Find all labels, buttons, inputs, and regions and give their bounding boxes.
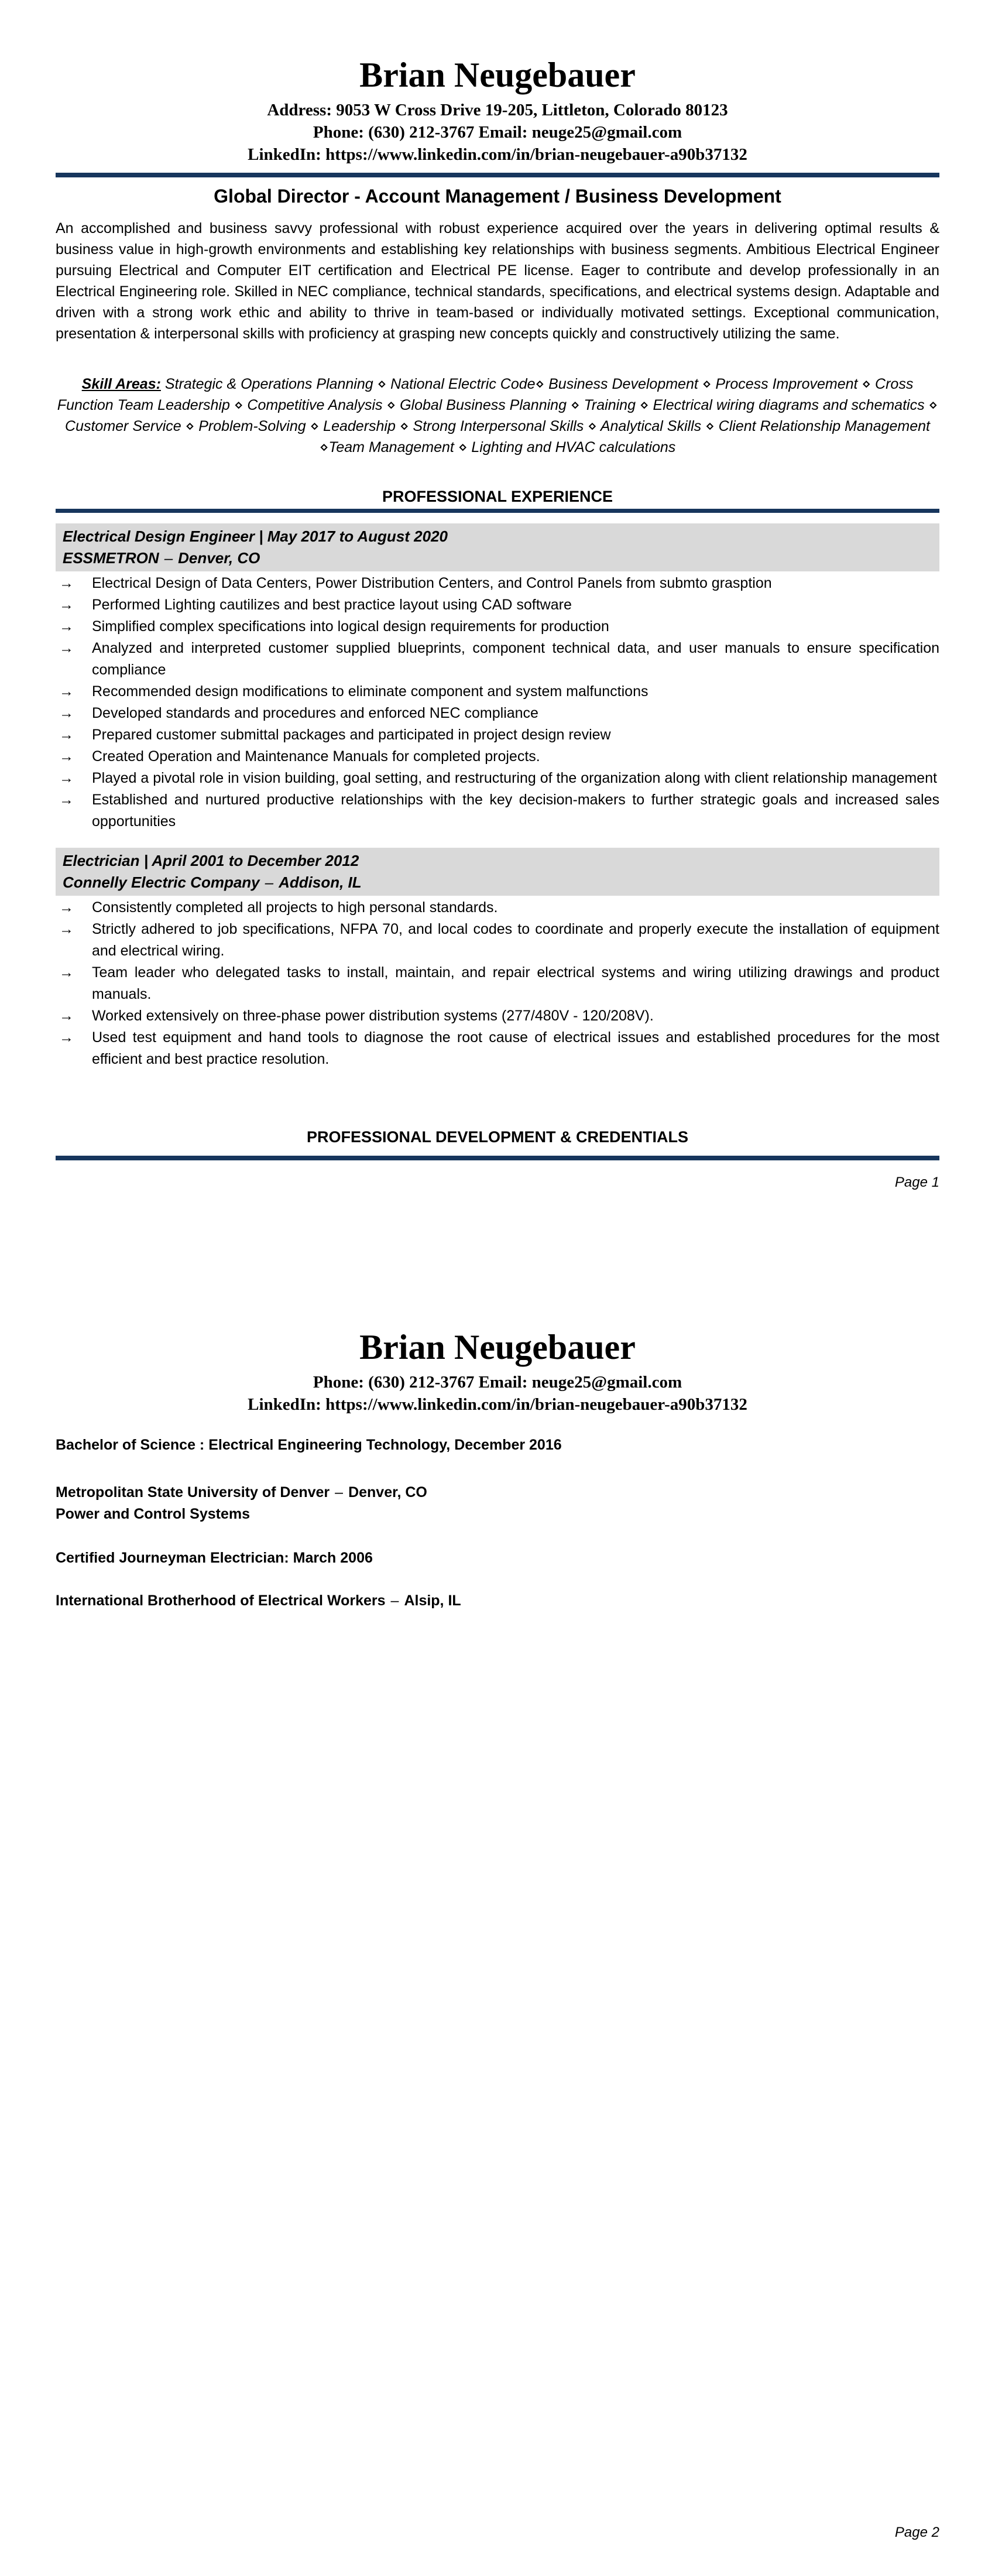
phone-email-line: Phone: (630) 212-3767 Email: neuge25@gmail.com: [313, 1373, 682, 1392]
arrow-bullet-icon: →: [59, 575, 74, 591]
header-divider: [56, 173, 939, 177]
bullet-item: [56, 919, 939, 962]
dash-separator: –: [265, 873, 274, 891]
company-name: ESSMETRON: [63, 549, 159, 567]
bullet-text: Established and nurtured productive relationships with the key decision-makers to further strategic goals and increased sales opportunities: [92, 792, 939, 830]
contact-block: [56, 99, 939, 166]
company-location: Denver, CO: [178, 549, 260, 567]
degree-line: Bachelor of Science : Electrical Engineering Technology, December 2016: [56, 1437, 562, 1453]
company-name: Connelly Electric Company: [63, 873, 260, 891]
experience-heading: PROFESSIONAL EXPERIENCE: [382, 488, 613, 505]
arrow-bullet-icon: →: [59, 1008, 74, 1024]
experience-divider: [56, 509, 939, 513]
arrow-bullet-icon: →: [59, 597, 74, 613]
resume-headline: Global Director - Account Management / Business Development: [214, 186, 781, 207]
arrow-bullet-icon: →: [59, 921, 74, 937]
bullet-item: [56, 573, 939, 594]
bullet-item: [56, 768, 939, 789]
bullet-item: [56, 594, 939, 616]
bullet-item: [56, 1027, 939, 1070]
arrow-bullet-icon: →: [59, 792, 74, 808]
program-line: Power and Control Systems: [56, 1506, 251, 1522]
bullet-text: Performed Lighting cautilizes and best practice layout using CAD software: [92, 597, 572, 613]
arrow-bullet-icon: →: [59, 640, 74, 656]
skill-areas: [56, 374, 939, 458]
summary-paragraph: An accomplished and business savvy professional with robust experience acquired over the years in delivering optimal results & business value in high-growth environments and establishing key relationships with business segments. Ambitious Electrical Engineer pursuing Electrical and Computer EIT certification and Electrical PE license. Eager to contribute and develop professionally in an Electrical Engineering role. Skilled in NEC compliance, technical standards, specifications, and electrical systems design. Adaptable and driven with a strong work ethic and ability to thrive in team-based or individually motivated settings. Exceptional communication, presentation & interpersonal skills with proficiency at grasping new concepts quickly and constructively utilizing the same.: [56, 220, 939, 342]
credentials-heading: PROFESSIONAL DEVELOPMENT & CREDENTIALS: [306, 1128, 689, 1146]
job-header: [56, 523, 939, 571]
job-title-line: Electrical Design Engineer | May 2017 to August 2020: [63, 527, 448, 545]
university-location: Denver, CO: [348, 1484, 427, 1501]
bullet-text: Recommended design modifications to eliminate component and system malfunctions: [92, 683, 649, 700]
arrow-bullet-icon: →: [59, 748, 74, 765]
bullet-item: [56, 616, 939, 638]
bullet-text: Simplified complex specifications into logical design requirements for production: [92, 618, 609, 635]
job-company-line: [63, 872, 932, 893]
job-header: [56, 848, 939, 896]
arrow-bullet-icon: →: [59, 683, 74, 700]
bullet-item: [56, 724, 939, 746]
bullet-item: [56, 703, 939, 724]
job-title-line: Electrician | April 2001 to December 2012: [63, 852, 359, 869]
bullet-item: [56, 1005, 939, 1027]
bullet-text: Used test equipment and hand tools to diagnose the root cause of electrical issues and established procedures for the most efficient and best practice resolution.: [92, 1029, 939, 1067]
company-location: Addison, IL: [279, 873, 362, 891]
bullet-item: [56, 962, 939, 1005]
bullet-text: Created Operation and Maintenance Manuals for completed projects.: [92, 748, 540, 765]
union-location: Alsip, IL: [404, 1592, 461, 1609]
dash-separator: –: [164, 549, 173, 567]
dash-separator: –: [390, 1592, 399, 1609]
bullet-text: Strictly adhered to job specifications, NFPA 70, and local codes to coordinate and properly execute the installation of equipment and electrical wiring.: [92, 921, 939, 959]
phone-email-line: Phone: (630) 212-3767 Email: neuge25@gmail.com: [313, 123, 682, 142]
bullet-item: [56, 681, 939, 703]
address-line: Address: 9053 W Cross Drive 19-205, Littleton, Colorado 80123: [267, 101, 728, 119]
arrow-bullet-icon: →: [59, 964, 74, 981]
bullet-item: [56, 638, 939, 681]
bullet-text: Prepared customer submittal packages and participated in project design review: [92, 727, 611, 743]
candidate-name: Brian Neugebauer: [359, 56, 636, 94]
bullet-text: Played a pivotal role in vision building, goal setting, and restructuring of the organization along with client relationship management: [92, 770, 937, 786]
page-number-1: Page 1: [894, 1174, 939, 1190]
skill-areas-text: Strategic & Operations Planning ⋄ National Electric Code⋄ Business Development ⋄ Process Improvement ⋄ Cross Function Team Leadership ⋄ Competitive Analysis ⋄ Global Business Planning ⋄ Training ⋄ Electrical wiring diagrams and schematics ⋄ Customer Service ⋄ Problem-Solving ⋄ Leadership ⋄ Strong Interpersonal Skills ⋄ Analytical Skills ⋄ Client Relationship Management ⋄Team Management ⋄ Lighting and HVAC calculations: [57, 376, 938, 455]
page-2: [0, 1288, 995, 2576]
contact-block: [56, 1371, 939, 1416]
candidate-name: Brian Neugebauer: [359, 1328, 636, 1366]
job-company-line: [63, 547, 932, 569]
bullet-text: Developed standards and procedures and enforced NEC compliance: [92, 705, 538, 721]
dash-separator: –: [335, 1484, 344, 1501]
arrow-bullet-icon: →: [59, 1029, 74, 1046]
university-line: [56, 1482, 939, 1503]
skill-areas-label: Skill Areas:: [81, 376, 161, 392]
bullet-item: [56, 746, 939, 768]
arrow-bullet-icon: →: [59, 618, 74, 635]
arrow-bullet-icon: →: [59, 727, 74, 743]
linkedin-line: LinkedIn: https://www.linkedin.com/in/brian-neugebauer-a90b37132: [248, 1395, 747, 1414]
arrow-bullet-icon: →: [59, 770, 74, 786]
union-name: International Brotherhood of Electrical Workers: [56, 1592, 386, 1609]
credentials-divider: [56, 1156, 939, 1160]
linkedin-line: LinkedIn: https://www.linkedin.com/in/brian-neugebauer-a90b37132: [248, 145, 747, 164]
page-number-2: Page 2: [894, 2524, 939, 2540]
bullet-text: Worked extensively on three-phase power distribution systems (277/480V - 120/208V).: [92, 1008, 654, 1024]
arrow-bullet-icon: →: [59, 899, 74, 916]
union-line: [56, 1590, 939, 1612]
bullet-text: Consistently completed all projects to high personal standards.: [92, 899, 498, 916]
arrow-bullet-icon: →: [59, 705, 74, 721]
bullet-text: Electrical Design of Data Centers, Power Distribution Centers, and Control Panels from submto grasption: [92, 575, 772, 591]
bullet-item: [56, 789, 939, 833]
bullet-text: Team leader who delegated tasks to install, maintain, and repair electrical systems and wiring utilizing drawings and product manuals.: [92, 964, 939, 1002]
certification-line: Certified Journeyman Electrician: March 2006: [56, 1550, 373, 1566]
bullet-item: [56, 897, 939, 919]
job-bullets: [56, 897, 939, 1070]
bullet-text: Analyzed and interpreted customer supplied blueprints, component technical data, and user manuals to ensure specification compliance: [92, 640, 939, 678]
university-name: Metropolitan State University of Denver: [56, 1484, 330, 1501]
job-bullets: [56, 573, 939, 833]
